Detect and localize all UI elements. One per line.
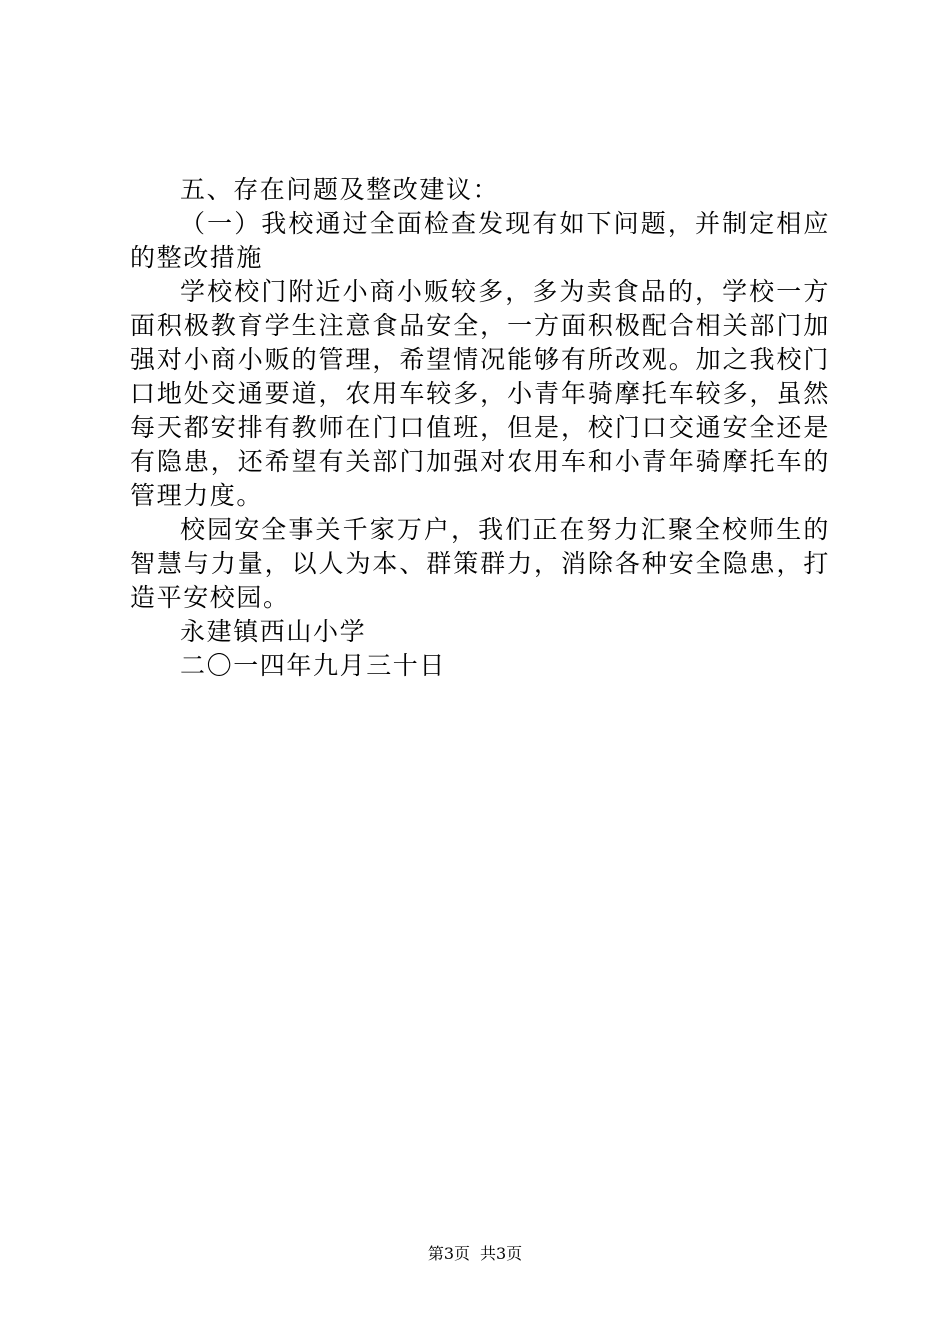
- page-footer: [0, 1244, 950, 1264]
- document-body: [130, 173, 830, 683]
- section-heading: 五、存在问题及整改建议：: [180, 175, 500, 204]
- signature: 永建镇西山小学: [180, 617, 367, 646]
- page-number-current: 第3页: [427, 1244, 470, 1263]
- subsection-heading: （一）我校通过全面检查发现有如下问题，并制定相应的整改措施: [130, 209, 830, 272]
- body-paragraph-2: 校园安全事关千家万户，我们正在努力汇聚全校师生的智慧与力量，以人为本、群策群力，消除各种安全隐患，打造平安校园。: [130, 515, 830, 612]
- body-paragraph-1: 学校校门附近小商小贩较多，多为卖食品的，学校一方面积极教育学生注意食品安全，一方面积极配合相关部门加强对小商小贩的管理，希望情况能够有所改观。加之我校门口地处交通要道，农用车较多，小青年骑摩托车较多，虽然每天都安排有教师在门口值班，但是，校门口交通安全还是有隐患，还希望有关部门加强对农用车和小青年骑摩托车的管理力度。: [130, 277, 830, 510]
- date: 二〇一四年九月三十日: [180, 651, 447, 680]
- page-number-total: 共3页: [480, 1244, 523, 1263]
